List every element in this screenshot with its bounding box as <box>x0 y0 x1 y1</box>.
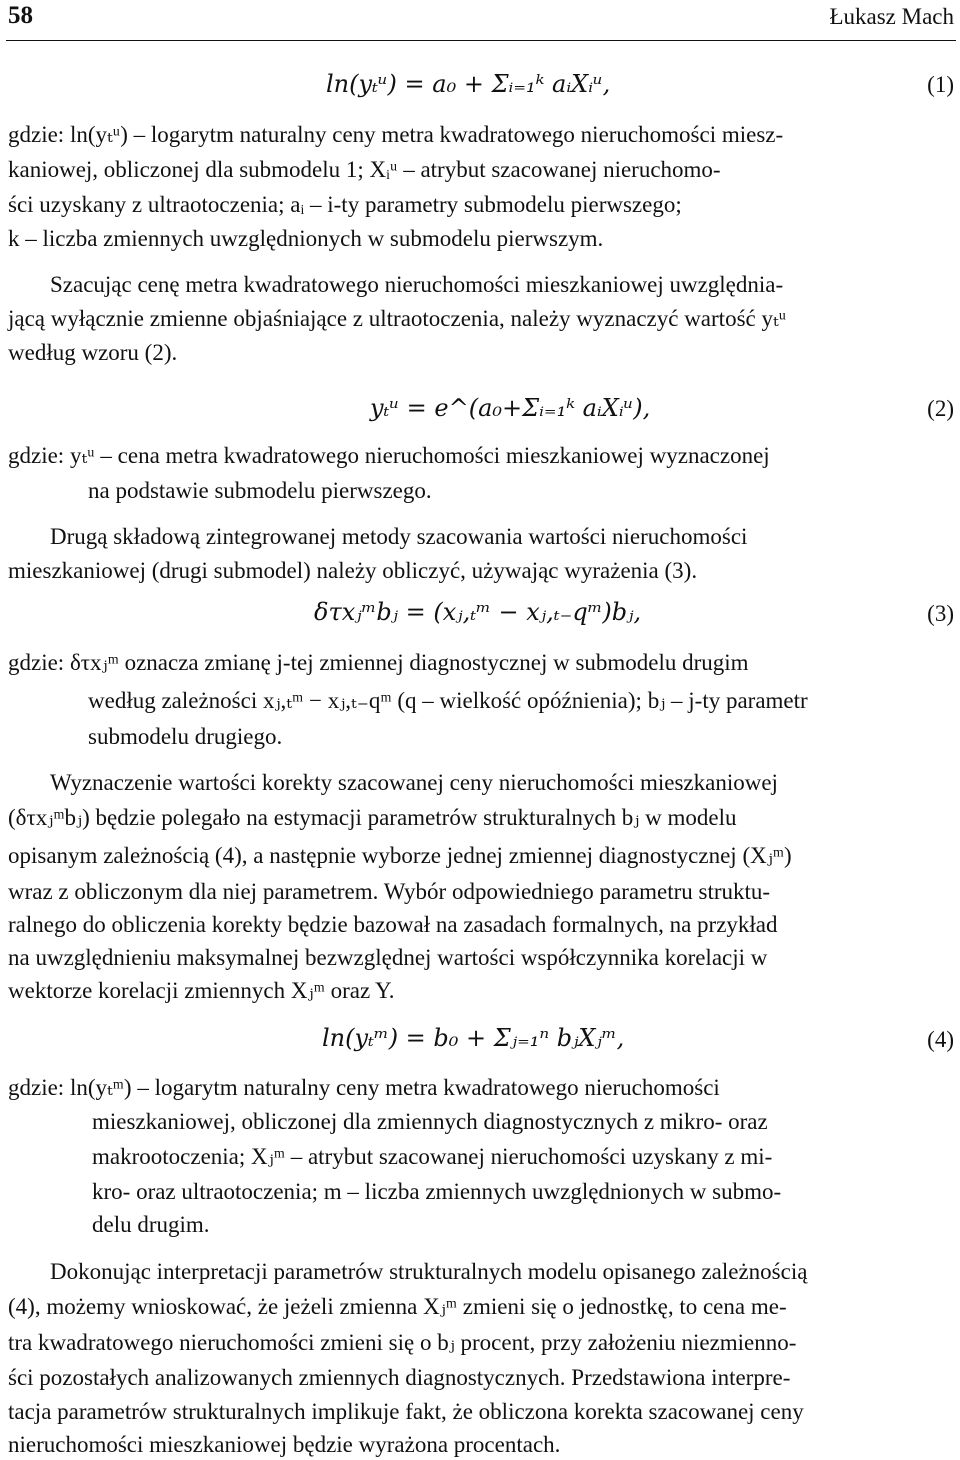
para1-line-2: jącą wyłącznie zmienne objaśniające z ultraotoczenia, należy wyznaczyć wartość yₜᵘ <box>8 306 787 331</box>
para4-line-3: tra kwadratowego nieruchomości zmieni się o bⱼ procent, przy założeniu niezmienno- <box>8 1330 797 1355</box>
equation-1: ln(yₜᵘ) = a₀ + Σᵢ₌₁ᵏ aᵢXᵢᵘ, <box>326 70 611 98</box>
para4-line-2: (4), możemy wnioskować, że jeżeli zmienna Xⱼᵐ zmieni się o jednostkę, to cena me- <box>8 1294 787 1319</box>
eq4-where-line-4: kro- oraz ultraotoczenia; m – liczba zmiennych uwzględnionych w submo- <box>92 1179 782 1204</box>
page-header <box>6 0 956 41</box>
eq2-where-line-1: gdzie: yₜᵘ – cena metra kwadratowego nieruchomości mieszkaniowej wyznaczonej <box>8 443 770 468</box>
para4-line-5: tacja parametrów strukturalnych implikuje fakt, że obliczona korekta szacowanej ceny <box>8 1399 804 1424</box>
eq3-where-line-1: gdzie: δτxⱼᵐ oznacza zmianę j-tej zmiennej diagnostycznej w submodelu drugim <box>8 650 749 675</box>
eq2-where-line-2: na podstawie submodelu pierwszego. <box>88 478 432 503</box>
para3-line-7: wektorze korelacji zmiennych Xⱼᵐ oraz Y. <box>8 978 395 1003</box>
eq4-where-line-1: gdzie: ln(yₜᵐ) – logarytm naturalny ceny metra kwadratowego nieruchomości <box>8 1075 720 1100</box>
para3-line-3: opisanym zależnością (4), a następnie wyborze jednej zmiennej diagnostycznej (Xⱼᵐ) <box>8 843 792 868</box>
para2-line-2: mieszkaniowej (drugi submodel) należy obliczyć, używając wyrażenia (3). <box>8 558 698 583</box>
eq1-where-line-1: gdzie: ln(yₜᵘ) – logarytm naturalny ceny metra kwadratowego nieruchomości miesz- <box>8 122 784 147</box>
para3-line-6: na uwzględnieniu maksymalnej bezwzględnej wartości współczynnika korelacji w <box>8 945 768 970</box>
para1-line-1: Szacując cenę metra kwadratowego nieruchomości mieszkaniowej uwzględnia- <box>50 272 784 297</box>
eq4-where-line-3: makrootoczenia; Xⱼᵐ – atrybut szacowanej nieruchomości uzyskany z mi- <box>92 1144 773 1169</box>
equation-3-number: (3) <box>927 601 954 626</box>
running-head-author: Łukasz Mach <box>829 4 954 29</box>
para4-line-4: ści pozostałych analizowanych zmiennych diagnostycznych. Przedstawiona interpre- <box>8 1365 791 1390</box>
page-number: 58 <box>8 2 33 29</box>
para3-line-1: Wyznaczenie wartości korekty szacowanej ceny nieruchomości mieszkaniowej <box>50 770 778 795</box>
eq3-where-line-2: według zależności xⱼ,ₜᵐ − xⱼ,ₜ₋qᵐ (q – wielkość opóźnienia); bⱼ – j-ty parametr <box>88 688 808 713</box>
eq1-where-line-3: ści uzyskany z ultraotoczenia; aᵢ – i-ty parametry submodelu pierwszego; <box>8 192 682 217</box>
equation-2: yₜᵘ = e^(a₀+Σᵢ₌₁ᵏ aᵢXᵢᵘ), <box>370 394 651 422</box>
para3-line-4: wraz z obliczonym dla niej parametrem. Wybór odpowiedniego parametru struktu- <box>8 879 771 904</box>
equation-4-number: (4) <box>927 1027 954 1052</box>
eq1-where-line-2: kaniowej, obliczonej dla submodelu 1; Xᵢᵘ – atrybut szacowanej nieruchomo- <box>8 157 721 182</box>
para4-line-1: Dokonując interpretacji parametrów strukturalnych modelu opisanego zależnością <box>50 1259 808 1284</box>
eq4-where-line-5: delu drugim. <box>92 1212 210 1237</box>
para4-line-6: nieruchomości mieszkaniowej będzie wyrażona procentach. <box>8 1432 561 1457</box>
para2-line-1: Drugą składową zintegrowanej metody szacowania wartości nieruchomości <box>50 524 748 549</box>
equation-2-number: (2) <box>927 396 954 421</box>
eq1-where-line-4: k – liczba zmiennych uwzględnionych w submodelu pierwszym. <box>8 226 604 251</box>
eq3-where-line-3: submodelu drugiego. <box>88 724 283 749</box>
equation-1-number: (1) <box>927 72 954 97</box>
para3-line-2: (δτxⱼᵐbⱼ) będzie polegało na estymacji parametrów strukturalnych bⱼ w modelu <box>8 805 737 830</box>
eq4-where-line-2: mieszkaniowej, obliczonej dla zmiennych diagnostycznych z mikro- oraz <box>92 1109 768 1134</box>
para1-line-3: według wzoru (2). <box>8 340 178 365</box>
equation-4: ln(yₜᵐ) = b₀ + Σⱼ₌₁ⁿ bⱼXⱼᵐ, <box>322 1024 625 1052</box>
equation-3: δτxⱼᵐbⱼ = (xⱼ,ₜᵐ − xⱼ,ₜ₋qᵐ)bⱼ, <box>314 598 642 626</box>
para3-line-5: ralnego do obliczenia korekty będzie bazował na zasadach formalnych, na przykład <box>8 912 778 937</box>
